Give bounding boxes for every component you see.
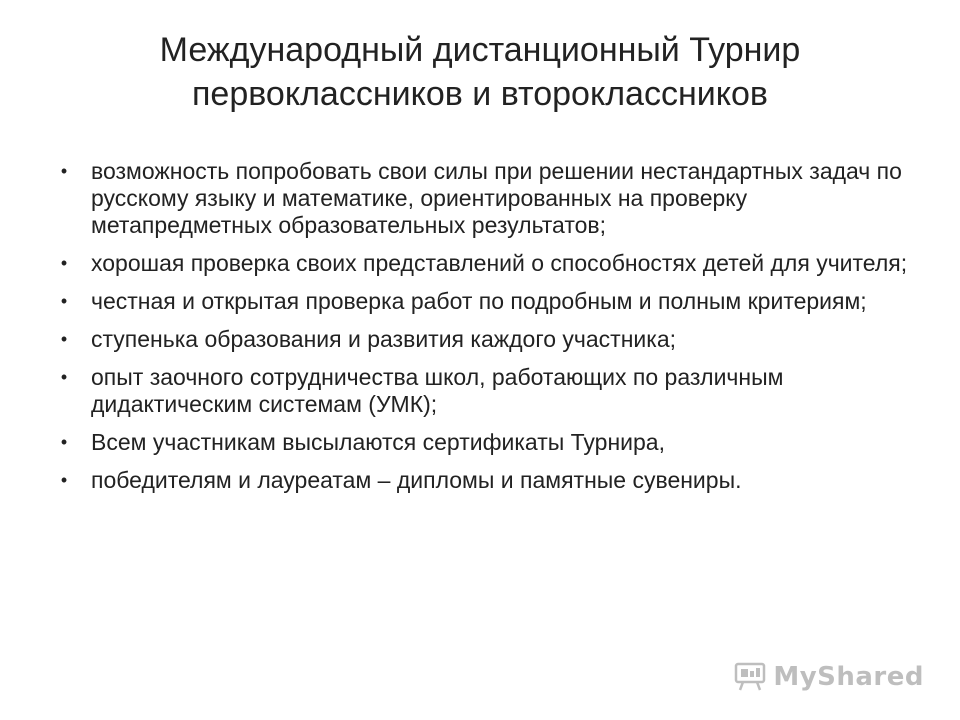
- bullet-dot-icon: •: [60, 161, 68, 181]
- bullet-dot-icon: •: [60, 291, 68, 311]
- bullet-text: ступенька образования и развития каждого участника;: [91, 326, 677, 352]
- bullet-item: [58, 429, 918, 456]
- bullet-text: опыт заочного сотрудничества школ, работающих по различным дидактическим системам (УМК);: [91, 364, 784, 417]
- bullet-item: [58, 250, 918, 277]
- bullet-text: честная и открытая проверка работ по подробным и полным критериям;: [91, 288, 867, 314]
- bullet-item: [58, 326, 918, 353]
- bullet-text: Всем участникам высылаются сертификаты Турнира,: [91, 429, 665, 455]
- bullet-text: победителям и лауреатам – дипломы и памятные сувениры.: [91, 467, 742, 493]
- bullet-dot-icon: •: [60, 470, 68, 490]
- myshared-watermark: [733, 662, 924, 692]
- bullet-dot-icon: •: [60, 329, 68, 349]
- watermark-text: MyShared: [773, 662, 924, 692]
- bullet-text: возможность попробовать свои силы при решении нестандартных задач по русскому языку и математике, ориентированных на проверку метапредметных образовательных результатов;: [91, 158, 902, 238]
- bullet-item: [58, 467, 918, 494]
- bullet-dot-icon: •: [60, 432, 68, 452]
- bullet-dot-icon: •: [60, 367, 68, 387]
- bullet-dot-icon: •: [60, 253, 68, 273]
- slide-title-line-1: Международный дистанционный Турнир: [159, 31, 801, 69]
- bullet-item: [58, 364, 918, 418]
- bullet-item: [58, 158, 918, 239]
- bullet-item: [58, 288, 918, 315]
- slide-title-line-2: первоклассников и второклассников: [192, 75, 768, 113]
- bullet-list: [58, 158, 918, 505]
- bullet-text: хорошая проверка своих представлений о способностях детей для учителя;: [91, 250, 908, 276]
- presentation-board-icon: [733, 662, 767, 692]
- slide-title: [60, 28, 900, 116]
